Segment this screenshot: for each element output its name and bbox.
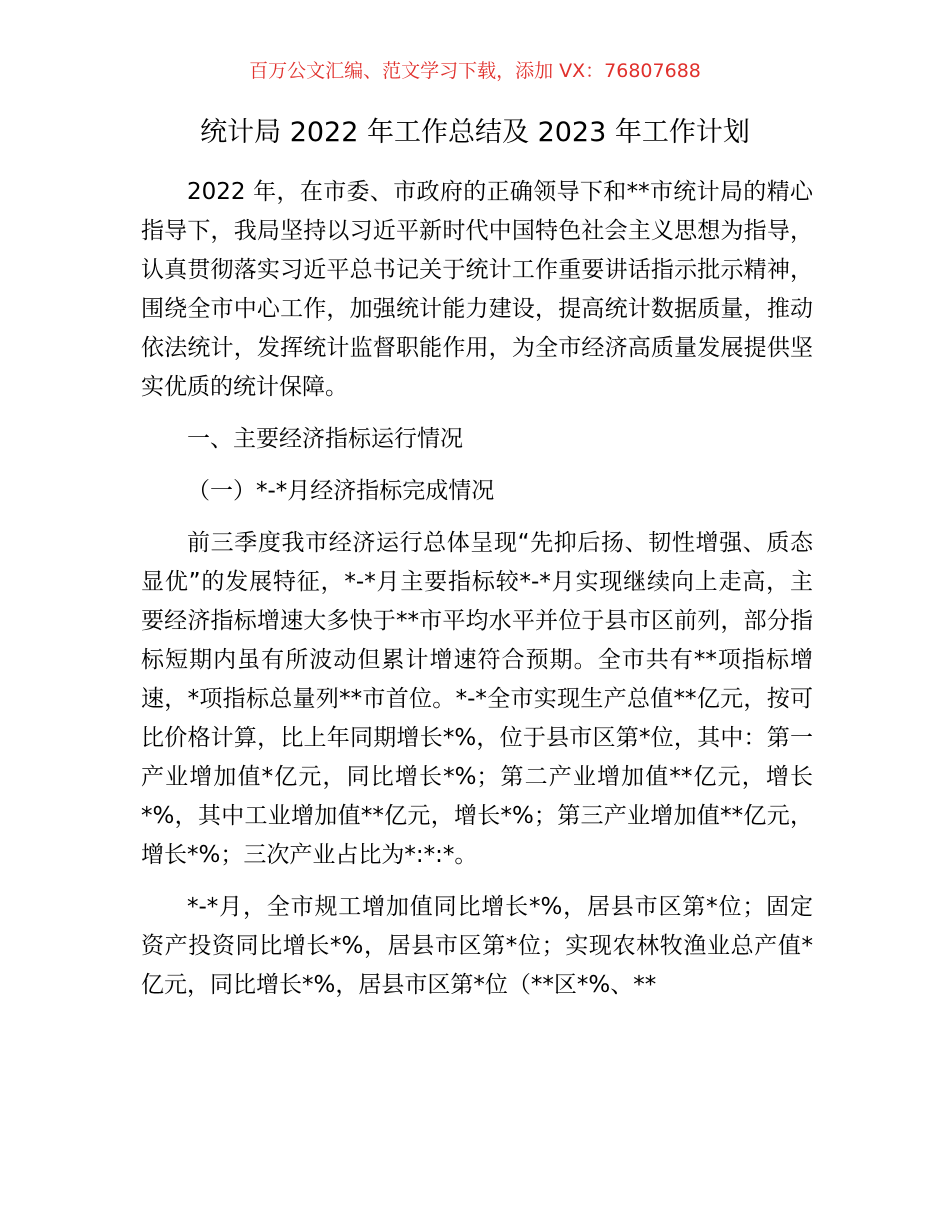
subsection-heading-1: （一）*-*月经济指标完成情况 [187, 478, 495, 504]
document-title: 统计局 2022 年工作总结及 2023 年工作计划 [200, 117, 750, 148]
section-heading-1: 一、主要经济指标运行情况 [187, 426, 463, 452]
economic-indicators-paragraph: 前三季度我市经济运行总体呈现“先抑后扬、韧性增强、质态显优”的发展特征，*-*月主要指标较*-*月实现继续向上走高，主要经济指标增速大多快于**市平均水平并位于县市区前列，部分指标短期内虽有所波动但累计增速符合预期。全市共有**项指标增速，*项指标总量列**市首位。*-*全市实现生产总值**亿元，按可比价格计算，比上年同期增长*%，位于县市区第*位，其中：第一产业增加值*亿元，同比增长*%；第二产业增加值**亿元，增长*%，其中工业增加值**亿元，增长*%；第三产业增加值**亿元，增长*%；三次产业占比为*:*:*。 [141, 530, 813, 868]
monthly-indicators-paragraph: *-*月，全市规工增加值同比增长*%，居县市区第*位；固定资产投资同比增长*%，居县市区第*位；实现农林牧渔业总产值*亿元，同比增长*%，居县市区第*位（**区*%、** [141, 894, 813, 998]
document-body [141, 173, 813, 1005]
intro-paragraph: 2022 年，在市委、市政府的正确领导下和**市统计局的精心指导下，我局坚持以习近平新时代中国特色社会主义思想为指导，认真贯彻落实习近平总书记关于统计工作重要讲话指示批示精神，围绕全市中心工作，加强统计能力建设，提高统计数据质量，推动依法统计，发挥统计监督职能作用，为全市经济高质量发展提供坚实优质的统计保障。 [141, 179, 813, 400]
watermark-banner: 百万公文汇编、范文学习下载，添加 VX：76807688 [249, 60, 701, 82]
